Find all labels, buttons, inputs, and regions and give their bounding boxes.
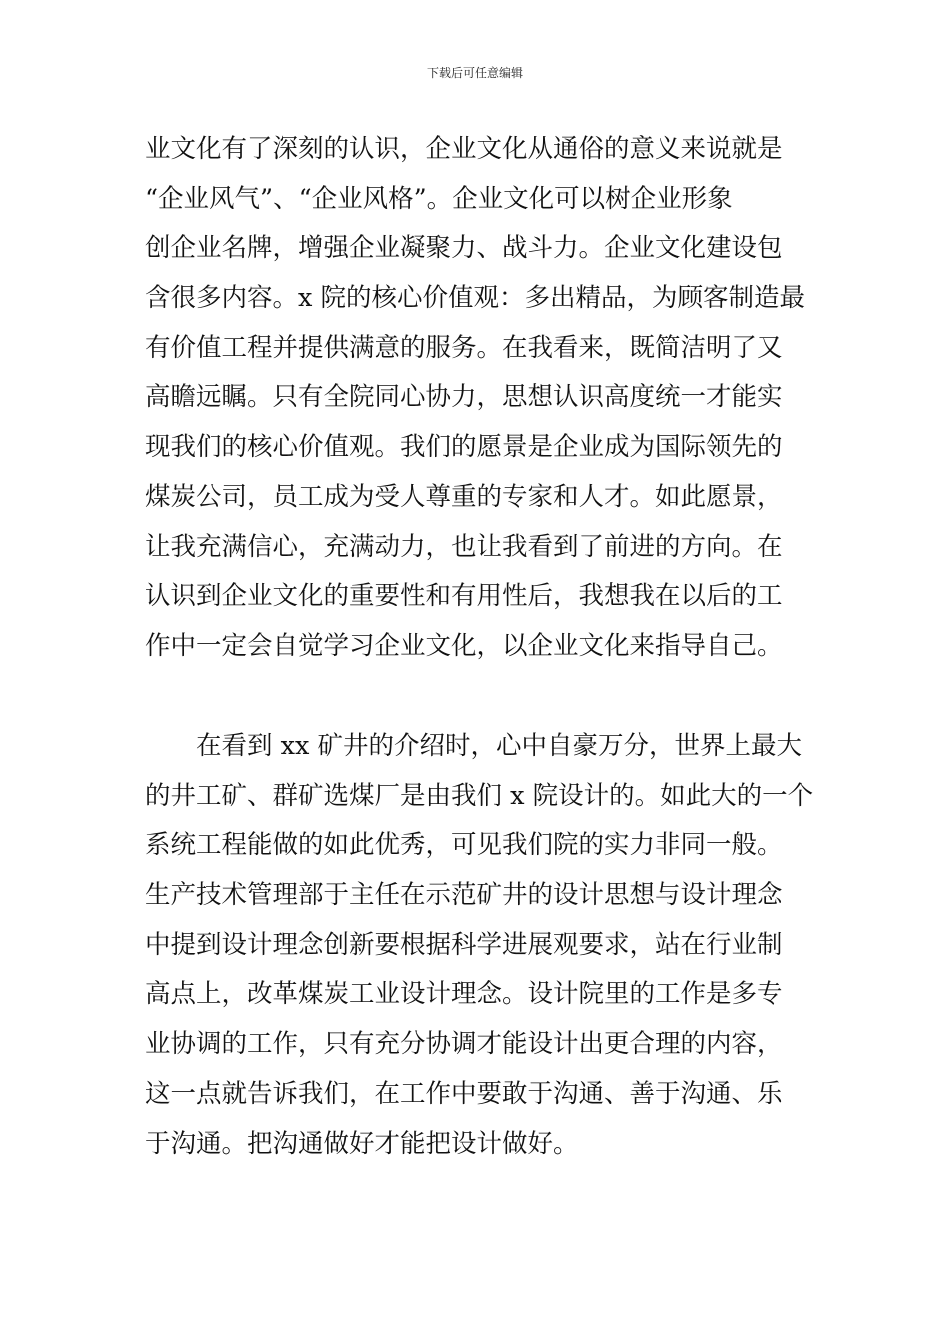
paragraph-line: “企业风气”、“企业风格”。企业文化可以树企业形象 [145,183,733,214]
paragraph-line: 煤炭公司，员工成为受人尊重的专家和人才。如此愿景， [145,481,783,512]
paragraph-line: 现我们的核心价值观。我们的愿景是企业成为国际领先的 [145,432,783,463]
paragraph-line: 在看到 xx 矿井的介绍时，心中自豪万分，世界上最大 [145,731,802,761]
paragraph-line: 作中一定会自觉学习企业文化，以企业文化来指导自己。 [145,630,783,661]
paragraph-line: 这一点就告诉我们，在工作中要敢于沟通、善于沟通、乐 [145,1078,783,1109]
paragraph-line: 让我充满信心，充满动力，也让我看到了前进的方向。在 [145,531,783,562]
page-header: 下载后可任意编辑 [426,66,523,80]
paragraph-line: 有价值工程并提供满意的服务。在我看来，既简洁明了又 [145,332,783,363]
paragraph-line: 的井工矿、群矿选煤厂是由我们 x 院设计的。如此大的一个 [145,780,814,811]
paragraph-line: 认识到企业文化的重要性和有用性后，我想我在以后的工 [145,581,783,612]
paragraph-line: 系统工程能做的如此优秀，可见我们院的实力非同一般。 [145,830,783,861]
paragraph-line: 高点上，改革煤炭工业设计理念。设计院里的工作是多专 [145,979,783,1010]
paragraph-line: 含很多内容。x 院的核心价值观：多出精品，为顾客制造最 [145,283,805,314]
paragraph-line: 业协调的工作，只有充分协调才能设计出更合理的内容， [145,1029,783,1060]
paragraph-line: 高瞻远瞩。只有全院同心协力，思想认识高度统一才能实 [145,382,783,413]
paragraph-1 [145,125,810,672]
paragraph-line: 创企业名牌，增强企业凝聚力、战斗力。企业文化建设包 [145,233,783,264]
paragraph-line: 中提到设计理念创新要根据科学进展观要求，站在行业制 [145,929,783,960]
paragraph-line: 于沟通。把沟通做好才能把设计做好。 [145,1128,579,1159]
paragraph-line: 生产技术管理部于主任在示范矿井的设计思想与设计理念 [145,880,783,911]
paragraph-2 [145,722,814,1169]
paragraph-line: 业文化有了深刻的认识，企业文化从通俗的意义来说就是 [145,134,783,164]
